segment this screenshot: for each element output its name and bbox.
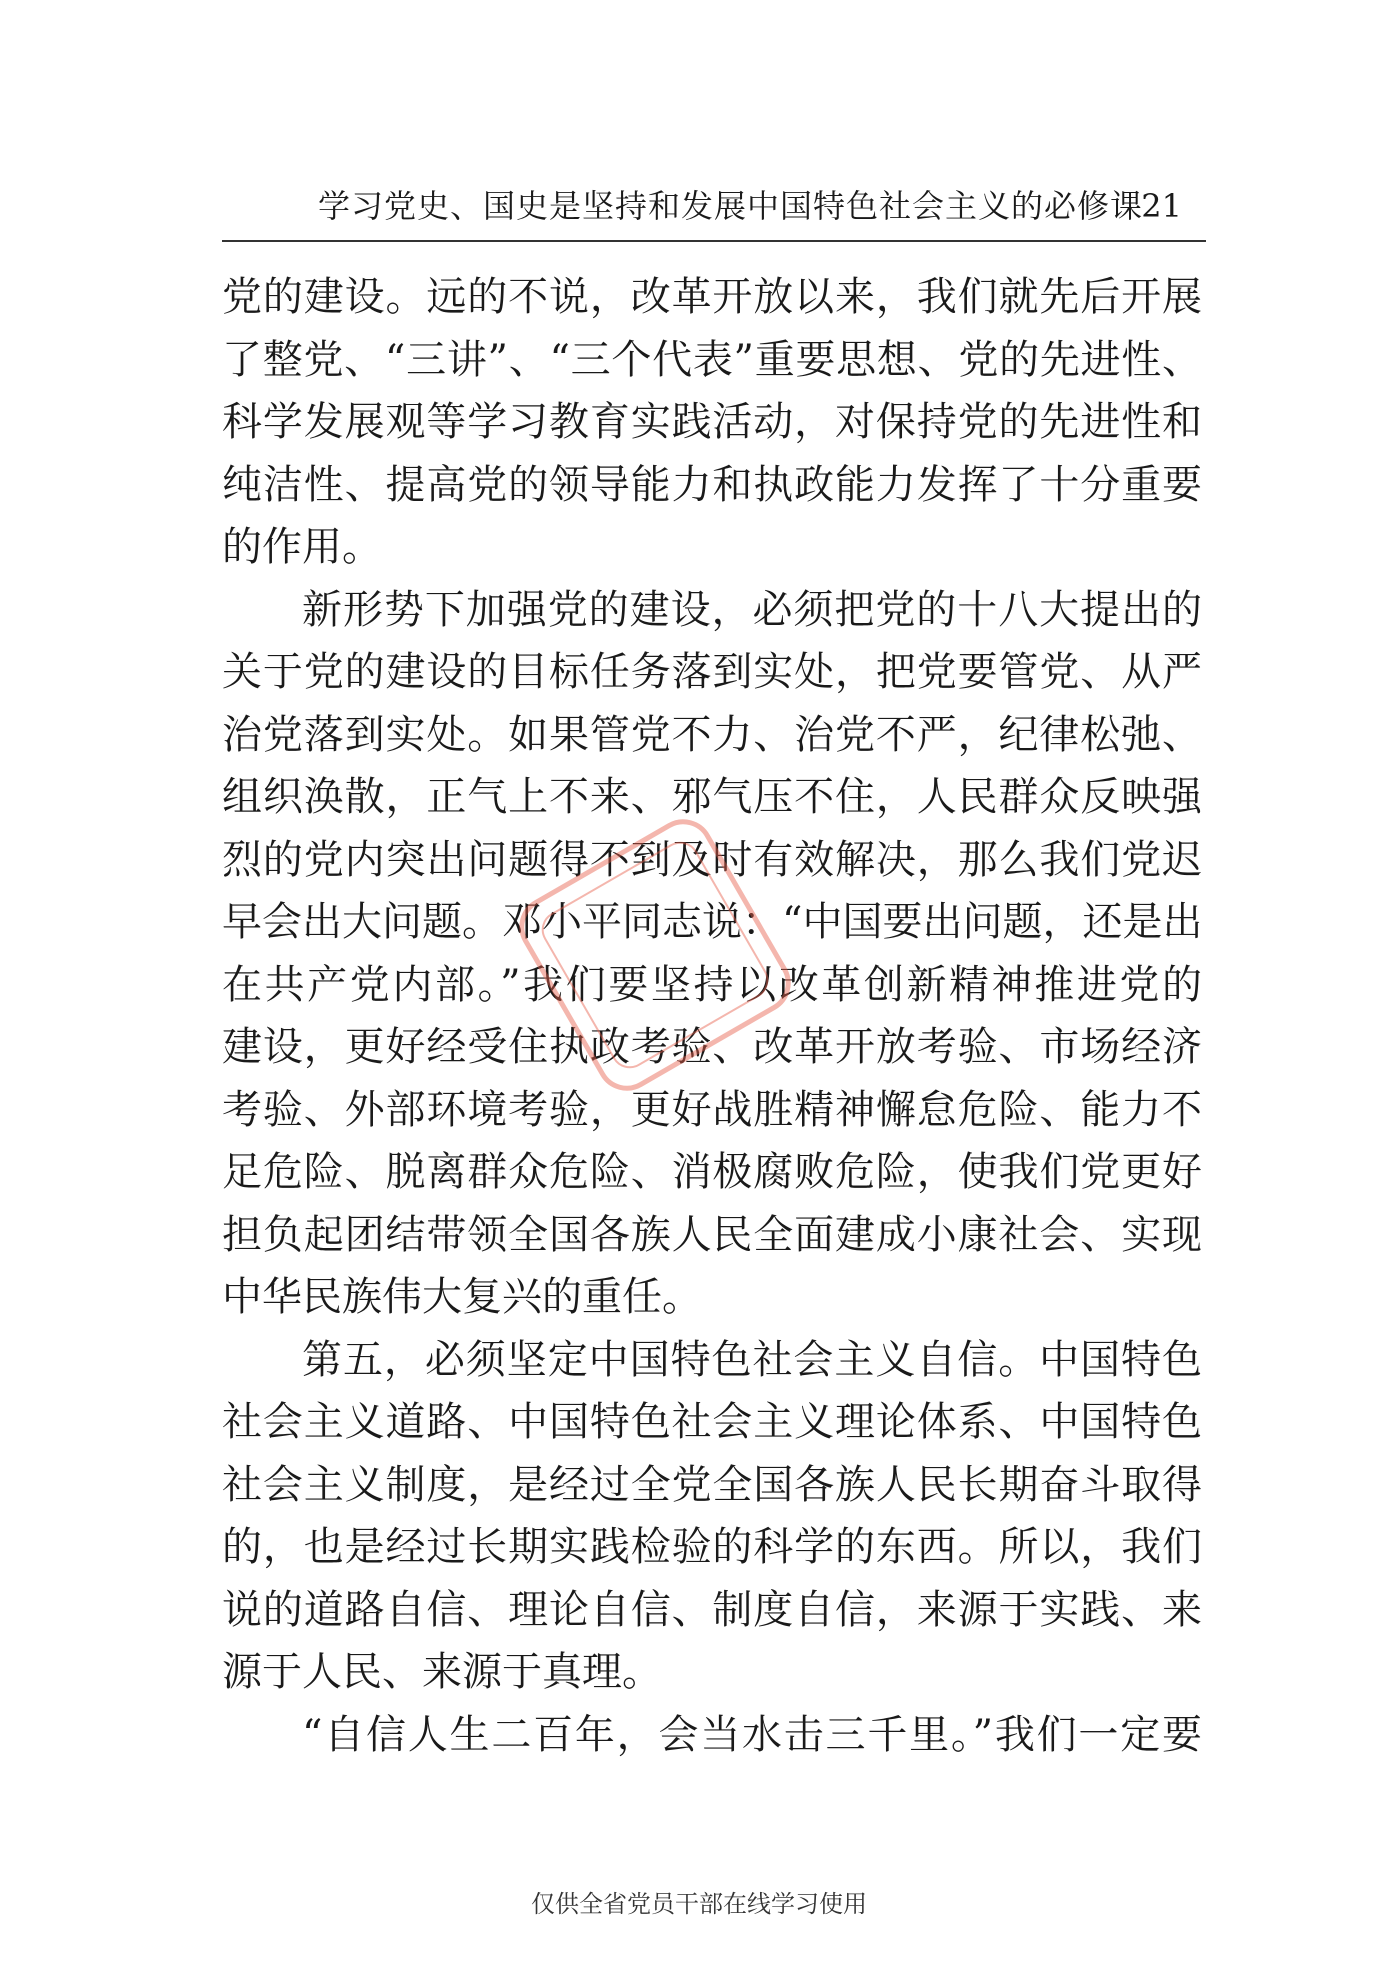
text-line: 源于人民、来源于真理。 — [222, 1649, 662, 1695]
text-line: 新形势下加强党的建设，必须把党的十八大提出的 — [302, 586, 1202, 633]
text-line: 担负起团结带领全国各族人民全面建成小康社会、实现 — [222, 1211, 1202, 1258]
paragraph — [222, 1329, 1202, 1704]
text-line: 治党落到实处。如果管党不力、治党不严，纪律松弛、 — [222, 711, 1202, 758]
footer-note: 仅供全省党员干部在线学习使用 — [531, 1890, 867, 1918]
header-rule — [222, 240, 1206, 242]
text-line: 的，也是经过长期实践检验的科学的东西。所以，我们 — [222, 1524, 1202, 1570]
text-line: 纯洁性、提高党的领导能力和执政能力发挥了十分重要 — [222, 461, 1202, 508]
text-line: 烈的党内突出问题得不到及时有效解决，那么我们党迟 — [222, 836, 1202, 883]
text-line: 关于党的建设的目标任务落到实处，把党要管党、从严 — [222, 649, 1202, 695]
text-line: 组织涣散，正气上不来、邪气压不住，人民群众反映强 — [222, 774, 1202, 820]
text-line: 的作用。 — [222, 524, 382, 570]
text-line: 第五，必须坚定中国特色社会主义自信。中国特色 — [302, 1336, 1202, 1383]
text-line: 在共产党内部。”我们要坚持以改革创新精神推进党的 — [222, 961, 1202, 1008]
paragraph — [222, 266, 1202, 579]
text-line: 了整党、“三讲”、“三个代表”重要思想、党的先进性、 — [222, 336, 1202, 383]
running-header — [222, 186, 1206, 234]
text-line: 中华民族伟大复兴的重任。 — [222, 1274, 702, 1320]
text-line: 足危险、脱离群众危险、消极腐败危险，使我们党更好 — [222, 1149, 1202, 1195]
text-line: 建设，更好经受住执政考验、改革开放考验、市场经济 — [222, 1024, 1202, 1070]
text-line: 社会主义制度，是经过全党全国各族人民长期奋斗取得 — [222, 1461, 1202, 1508]
text-line: 党的建设。远的不说，改革开放以来，我们就先后开展 — [222, 274, 1202, 320]
paragraph — [222, 1704, 1202, 1767]
text-line: 考验、外部环境考验，更好战胜精神懈怠危险、能力不 — [222, 1086, 1202, 1133]
text-line: “自信人生二百年，会当水击三千里。”我们一定要 — [302, 1711, 1202, 1758]
text-line: 社会主义道路、中国特色社会主义理论体系、中国特色 — [222, 1399, 1202, 1445]
header-title: 学习党史、国史是坚持和发展中国特色社会主义的必修课 — [318, 187, 1144, 225]
text-line: 科学发展观等学习教育实践活动，对保持党的先进性和 — [222, 399, 1202, 445]
text-line: 早会出大问题。邓小平同志说：“中国要出问题，还是出 — [222, 899, 1203, 945]
page-number: 21 — [1141, 187, 1182, 225]
text-line: 说的道路自信、理论自信、制度自信，来源于实践、来 — [222, 1586, 1202, 1633]
